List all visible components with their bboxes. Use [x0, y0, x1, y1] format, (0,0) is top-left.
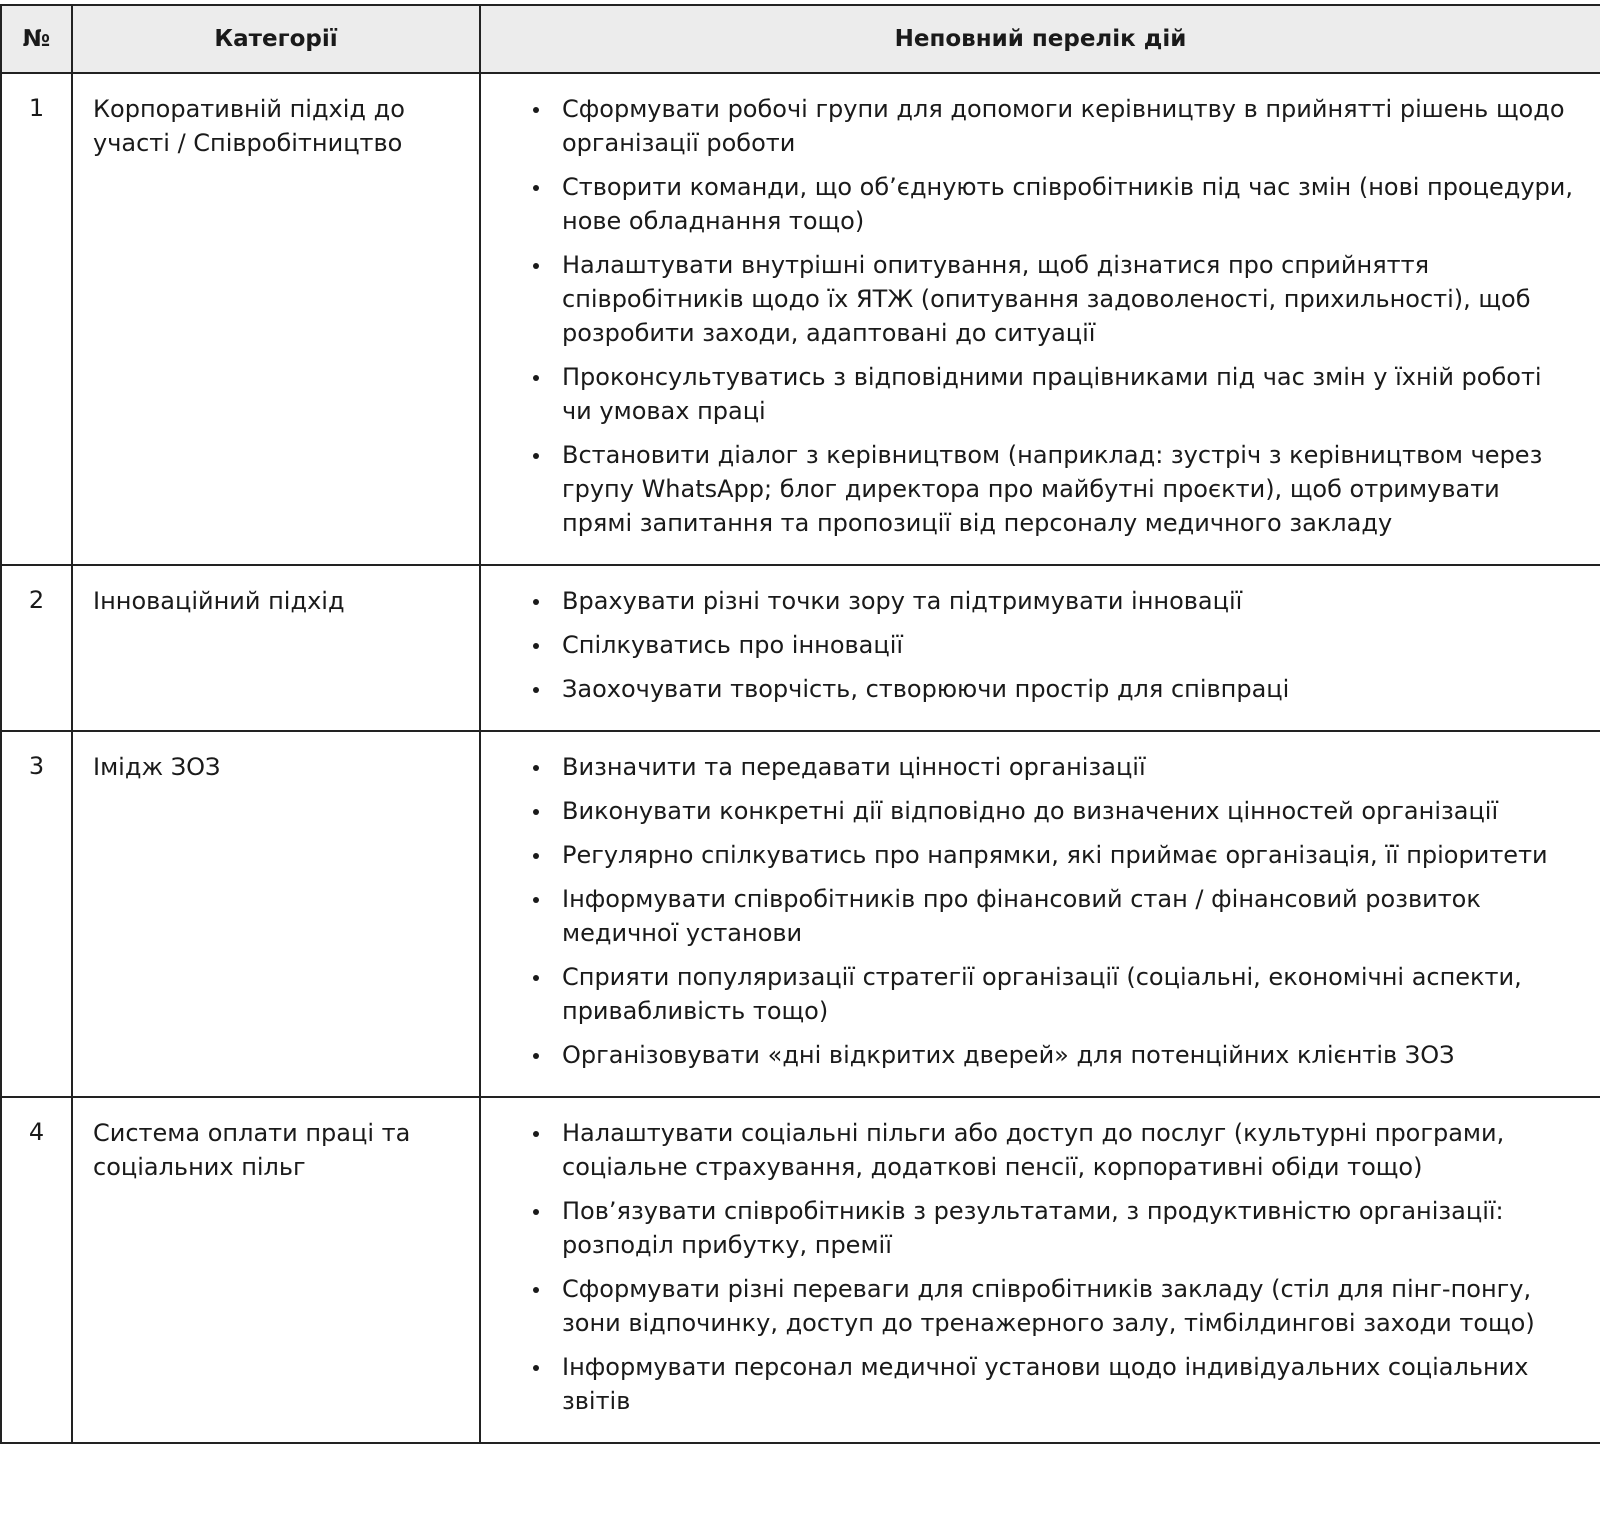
- row-actions: [480, 1097, 1600, 1443]
- row-number: 1: [1, 73, 72, 565]
- action-item: Сприяти популяризації стратегії організації (соціальні, економічні аспекти, привабливість тощо): [533, 960, 1576, 1028]
- action-item: Виконувати конкретні дії відповідно до визначених цінностей організації: [533, 794, 1576, 828]
- action-item: Спілкуватись про інновації: [533, 628, 1576, 662]
- row-number: 2: [1, 565, 72, 731]
- action-list: [533, 584, 1576, 706]
- header-category: Категорії: [72, 5, 480, 73]
- action-item: Інформувати персонал медичної установи щодо індивідуальних соціальних звітів: [533, 1350, 1576, 1418]
- action-item: Проконсультуватись з відповідними працівниками під час змін у їхній роботі чи умовах праці: [533, 360, 1576, 428]
- action-item: Сформувати різні переваги для співробітників закладу (стіл для пінг-понгу, зони відпочинку, доступ до тренажерного залу, тімбілдингові заходи тощо): [533, 1272, 1576, 1340]
- row-category: Система оплати праці та соціальних пільг: [72, 1097, 480, 1443]
- table-body: [1, 73, 1600, 1443]
- row-number: 4: [1, 1097, 72, 1443]
- row-category: Імідж ЗОЗ: [72, 731, 480, 1097]
- action-item: Створити команди, що об’єднують співробітників під час змін (нові процедури, нове обладнання тощо): [533, 170, 1576, 238]
- table-row: [1, 731, 1600, 1097]
- action-item: Врахувати різні точки зору та підтримувати інновації: [533, 584, 1576, 618]
- action-item: Встановити діалог з керівництвом (наприклад: зустріч з керівництвом через групу WhatsApp; блог директора про майбутні проєкти), щоб отримувати прямі запитання та пропозиції від персоналу медичного закладу: [533, 438, 1576, 540]
- header-actions: Неповний перелік дій: [480, 5, 1600, 73]
- action-item: Організовувати «дні відкритих дверей» для потенційних клієнтів ЗОЗ: [533, 1038, 1576, 1072]
- action-item: Налаштувати соціальні пільги або доступ до послуг (культурні програми, соціальне страхування, додаткові пенсії, корпоративні обіди тощо): [533, 1116, 1576, 1184]
- action-list: [533, 92, 1576, 540]
- action-item: Заохочувати творчість, створюючи простір для співпраці: [533, 672, 1576, 706]
- row-number: 3: [1, 731, 72, 1097]
- action-item: Регулярно спілкуватись про напрямки, які приймає організація, її пріоритети: [533, 838, 1576, 872]
- action-item: Пов’язувати співробітників з результатами, з продуктивністю організації: розподіл прибутку, премії: [533, 1194, 1576, 1262]
- action-item: Налаштувати внутрішні опитування, щоб дізнатися про сприйняття співробітників щодо їх ЯТЖ (опитування задоволеності, прихильності), щоб розробити заходи, адаптовані до ситуації: [533, 248, 1576, 350]
- table-row: [1, 73, 1600, 565]
- action-list: [533, 750, 1576, 1072]
- action-item: Інформувати співробітників про фінансовий стан / фінансовий розвиток медичної установи: [533, 882, 1576, 950]
- action-item: Сформувати робочі групи для допомоги керівництву в прийнятті рішень щодо організації роботи: [533, 92, 1576, 160]
- action-item: Визначити та передавати цінності організації: [533, 750, 1576, 784]
- table-row: [1, 1097, 1600, 1443]
- row-actions: [480, 73, 1600, 565]
- table-header-row: [1, 5, 1600, 73]
- row-category: Корпоративній підхід до участі / Співробітництво: [72, 73, 480, 565]
- header-num: №: [1, 5, 72, 73]
- table-row: [1, 565, 1600, 731]
- row-category: Інноваційний підхід: [72, 565, 480, 731]
- row-actions: [480, 731, 1600, 1097]
- row-actions: [480, 565, 1600, 731]
- actions-table: [0, 4, 1600, 1444]
- action-list: [533, 1116, 1576, 1418]
